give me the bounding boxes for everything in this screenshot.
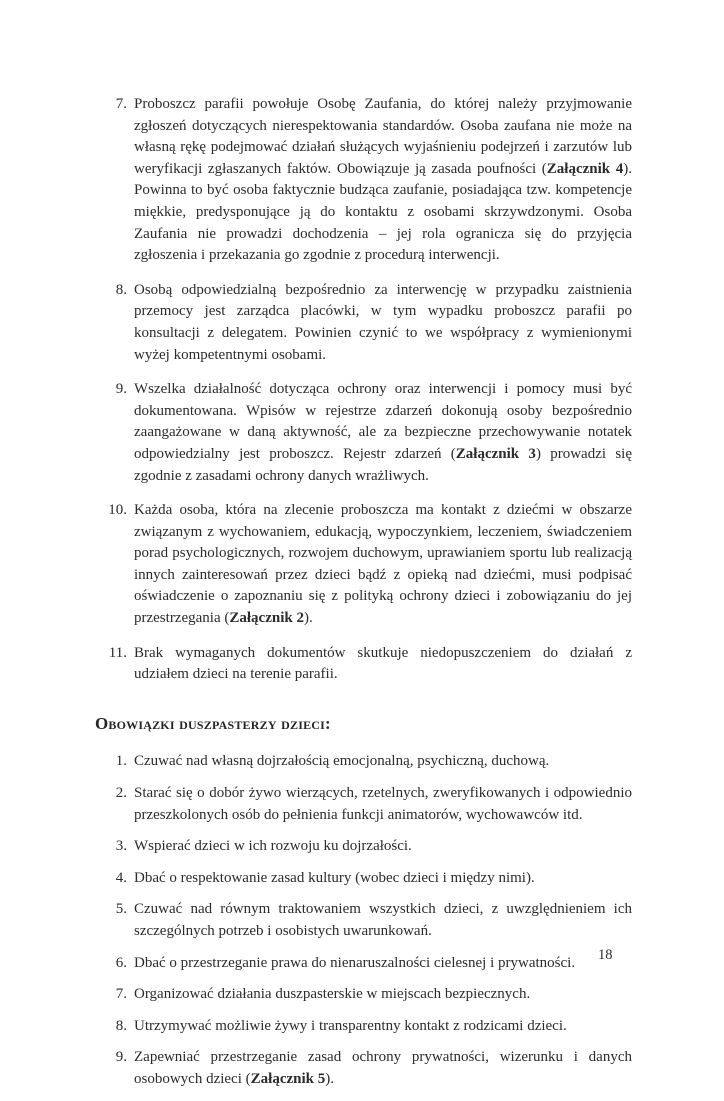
list-item-text [134, 953, 632, 975]
text-segment: ). [303, 610, 313, 627]
list-item-text [134, 868, 632, 890]
text-segment: Proboszcz parafii powołuje Osobę Zaufania, do której należy przyjmowanie zgłoszeń dotyczących nierespektowania standardów. Osoba zaufana nie może na własną rękę podejmować działań służących wyjaśnieniu podejrzeń i zarzutów lub weryfikacji zgłaszanych faktów. Obowiązuje ją zasada poufności ( [134, 96, 632, 177]
list-item-number: 8. [115, 281, 127, 298]
text-segment: Wszelka działalność dotycząca ochrony oraz interwencji i pomocy musi być dokumentowana. Wpisów w rejestrze zdarzeń dokonują osoby bezpośrednio zaangażowane w daną aktywność, ale za bezpieczne przechowywanie notatek odpowiedzialny jest proboszcz. Rejestr zdarzeń ( [134, 381, 632, 462]
duties-section-heading: Obowiązki duszpasterzy dzieci: [95, 713, 331, 733]
list-item [95, 379, 632, 487]
text-segment: Organizować działania duszpasterskie w miejscach bezpiecznych. [134, 986, 531, 1003]
text-segment: Zapewniać przestrzeganie zasad ochrony prywatności, wizerunku i danych osobowych dzieci ( [134, 1049, 632, 1087]
page-content [95, 94, 632, 1101]
list-item-number: 5. [115, 901, 127, 918]
list-item [95, 94, 632, 267]
list-item [95, 899, 632, 942]
list-item-text [134, 280, 632, 366]
list-item-number: 3. [115, 838, 127, 855]
list-item-text [134, 984, 632, 1006]
list-item-text [134, 751, 632, 773]
list-item [95, 953, 632, 975]
list-item [95, 1047, 632, 1090]
attachment-reference: Załącznik 4 [546, 160, 624, 177]
list-item-text [134, 379, 632, 487]
list-item-number: 8. [115, 1017, 127, 1034]
list-item-text [134, 899, 632, 942]
duties-numbered-list [95, 751, 632, 1090]
list-item-number: 2. [115, 785, 127, 802]
list-item-text [134, 1016, 632, 1038]
list-item-number: 6. [115, 954, 127, 971]
text-segment: Starać się o dobór żywo wierzących, rzetelnych, zweryfikowanych i odpowiednio przeszkolonych osób do pełnienia funkcji animatorów, wychowawców itd. [134, 785, 632, 823]
list-item-number: 1. [115, 753, 127, 770]
attachment-reference: Załącznik 2 [229, 610, 304, 627]
list-item [95, 280, 632, 366]
list-item-number: 7. [115, 96, 127, 112]
text-segment: Czuwać nad równym traktowaniem wszystkich dzieci, z uwzględnieniem ich szczególnych potrzeb i osobistych uwarunkowań. [134, 901, 632, 939]
attachment-reference: Załącznik 3 [455, 445, 536, 462]
text-segment: Brak wymaganych dokumentów skutkuje niedopuszczeniem do działań z udziałem dzieci na terenie parafii. [134, 644, 632, 683]
list-item [95, 643, 632, 686]
list-item [95, 868, 632, 890]
list-item-number: 10. [108, 502, 127, 519]
list-item-number: 11. [108, 644, 127, 661]
list-item-text [134, 94, 632, 267]
text-segment: Każda osoba, która na zlecenie proboszcza ma kontakt z dziećmi w obszarze związanym z wychowaniem, edukacją, wypoczynkiem, leczeniem, świadczeniem porad psychologicznych, rozwojem duchowym, uprawianiem sportu lub realizacją innych zainteresowań przez dzieci bądź z opieką nad dziećmi, musi podpisać oświadczenie o zapoznaniu się z polityką ochrony dzieci i zobowiązaniu do jej przestrzegania ( [134, 502, 632, 627]
list-item-text [134, 836, 632, 858]
list-item-number: 9. [115, 381, 127, 398]
text-segment: Czuwać nad własną dojrzałością emocjonalną, psychiczną, duchową. [134, 753, 550, 770]
list-item-number: 7. [115, 986, 127, 1003]
text-segment: ). Powinna to być osoba faktycznie budząca zaufanie, posiadająca tzw. kompetencje miękkie, predysponujące ją do kontaktu z osobami skrzywdzonymi. Osoba Zaufania nie prowadzi dochodzenia – jej rola ogranicza się do przyjęcia zgłoszenia i przekazania go zgodnie z procedurą interwencji. [134, 160, 632, 264]
list-item [95, 500, 632, 630]
list-item-text [134, 643, 632, 686]
text-segment: Dbać o respektowanie zasad kultury (wobec dzieci i między nimi). [134, 869, 535, 886]
text-segment: ). [325, 1070, 334, 1087]
list-item-text [134, 500, 632, 630]
text-segment: Dbać o przestrzeganie prawa do nienaruszalności cielesnej i prywatności. [134, 954, 576, 971]
text-segment: ) prowadzi się zgodnie z zasadami ochrony danych wrażliwych. [134, 445, 632, 484]
standards-numbered-list [95, 94, 632, 686]
text-segment: Wspierać dzieci w ich rozwoju ku dojrzałości. [134, 838, 412, 855]
list-item [95, 984, 632, 1006]
page-number: 18 [598, 947, 613, 963]
attachment-reference: Załącznik 5 [250, 1070, 326, 1087]
text-segment: Utrzymywać możliwie żywy i transparentny kontakt z rodzicami dzieci. [134, 1017, 567, 1034]
list-item [95, 1016, 632, 1038]
list-item [95, 836, 632, 858]
text-segment: Osobą odpowiedzialną bezpośrednio za interwencję w przypadku zaistnienia przemocy jest zarządca placówki, w tym wypadku proboszcz parafii po konsultacji z delegatem. Powinien czynić to we współpracy z wymienionymi wyżej kompetentnymi osobami. [134, 281, 632, 363]
list-item [95, 783, 632, 826]
list-item-text [134, 783, 632, 826]
list-item-number: 9. [115, 1049, 127, 1066]
list-item-text [134, 1047, 632, 1090]
list-item-number: 4. [115, 869, 127, 886]
list-item [95, 751, 632, 773]
